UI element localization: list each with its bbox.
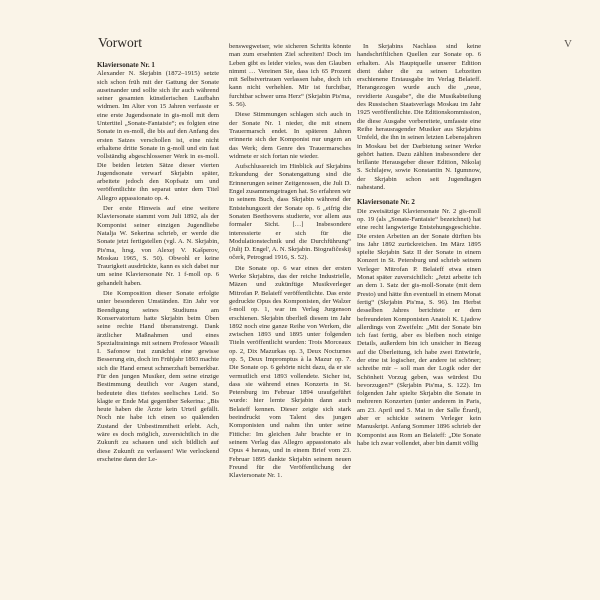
paragraph: Die Komposition dieser Sonate erfolgte unter besonderen Umständen. Ein Jahr vor Beendigung seines Studiums am Konservatorium hatte Skrjabin beim Üben seine rechte Hand überanstrengt. Dank ärztlicher Maßnahmen und eines Spezialtrainings mit seinem Professor Wassili I. Safonow trat zunächst eine gewisse Besserung ein, doch im Frühjahr 1893 machte sich die Hand erneut schmerzhaft bemerkbar. Für den jungen Musiker, dem seine einzige Bestimmung deutlich vor Augen stand, bedeutete dies tiefstes seelisches Leid. So klagte er Ende Mai gegenüber Sekerina: „Bis heute haben die Ärzte kein Urteil gefällt. Noch nie habe ich einen so quälenden Zustand der Unbestimmtheit erlebt. Ach, wäre es doch möglich, zuversichtlich in die Zukunft zu schauen und sich bildlich auf diese Zukunft zu verlassen! Wie verlockend erscheine dann der Le- — [97, 290, 219, 463]
paragraph: Diese Stimmungen schlagen sich auch in der Sonate Nr. 1 nieder, die mit einem Trauermarsch endet. In späteren Jahren erinnerte sich der Komponist nur ungern an das Werk; dem Genre des Trauermarsches widmete er sich fortan nie wieder. — [229, 111, 351, 160]
section-title-sonata-1: Klaviersonate Nr. 1 — [97, 61, 155, 69]
paragraph: benswegweiser, wie sicheren Schritts könnte man zum ersehnten Ziel schreiten! Doch im Leben gibt es leider vieles, was den Glauben nimmt … Vereinen Sie, dass ich 65 Prozent mit Selbstvertrauen verlassen habe, doch ich kann nicht verhehlen. Mir ist furchtbar, furchtbar schwer ums Herz“ (Skrjabin Pis'ma, S. 56). — [229, 43, 351, 109]
text-column-3 — [357, 43, 481, 583]
text-column-1 — [97, 61, 219, 581]
page-number: V — [564, 38, 572, 50]
paragraph: Alexander N. Skrjabin (1872–1915) setzte sich schon früh mit der Gattung der Sonate auseinander und sollte sich ihr auch während seiner gesamten künstlerischen Laufbahn widmen. Im Alter von 15 Jahren verfasste er eine erste Jugendsonate in gis-moll mit dem Untertitel „Sonate-Fantaisie“; es folgten eine Sonate in es-moll, die bis auf den Anfang des ersten Satzes verschollen ist, eine nicht erhaltene dritte Sonate in g-moll und ein fast vollständig abgeschlossener Werk in es-moll. Die beiden letzten Sätze dieser vierten Jugendsonate verwarf Skrjabin später, arbeitete jedoch den Kopfsatz um und veröffentlichte ihn separat unter dem Titel Allegro appassionato op. 4. — [97, 70, 219, 202]
paragraph: Aufschlussreich im Hinblick auf Skrjabins Erkundung der Sonatengattung sind die Erinnerungen seiner Zeitgenossen, die Juli D. Engel zusammengetragen hat. So erfahren wir in seinem Buch, dass Skrjabin während der Entstehungszeit der Sonate op. 6 „eifrig die Sonaten Beethovens studierte, vor allem aus formaler Sicht. […] Insbesondere interessierte er sich für die Modulationstechnik und die Durchführung“ (Julij D. Engel', A. N. Skrjabin. Biografičeskij očerk, Petrograd 1916, S. 52). — [229, 163, 351, 262]
paragraph: Der erste Hinweis auf eine weitere Klaviersonate stammt vom Juli 1892, als der Komponist seiner einzigen Jugendliebe Natalja W. Sekerina schrieb, er werde die Sonate jetzt fertigstellen (vgl. A. N. Skrjabin, Pis'ma, hrsg. von Alexej V. Kašperov, Moskau 1965, S. 50). Obwohl er keine Traurigkeit ausdrückte, kann es sich dabei nur um seine Klaviersonate Nr. 1 f-moll op. 6 gehandelt haben. — [97, 205, 219, 287]
paragraph: In Skrjabins Nachlass sind keine handschriftlichen Quellen zur Sonate op. 6 erhalten. Als Hauptquelle unserer Edition dient daher die zu seinen Lebzeiten erschienene Erstausgabe im Verlag Belaieff. Herangezogen wurde auch die „neue, revidierte Ausgabe“, die die Musikabteilung des Russischen Staatsverlags Moskau im Jahr 1925 veröffentlichte. Die Editionskommission, die diese Ausgabe vorbereitete, umfasste eine Reihe herausragender Musiker aus Skrjabins Umfeld, die ihn in seinen letzten Lebensjahren in Moskau bei der Darbietung seiner Werke gehört hatten. Dazu zählten insbesondere der brillante Herausgeber dieser Edition, Nikolaj S. Schilajew, sowie Konstantin N. Igumnow, der Skrjabin schon seit Jugendtagen nahestand. — [357, 43, 481, 192]
paragraph: Die Sonate op. 6 war eines der ersten Werke Skrjabins, das der reiche Industrielle, Mäzen und zukünftige Musikverleger Mitrofan P. Belaieff veröffentlichte. Das erste gedruckte Opus des Komponisten, der Walzer f-moll op. 1, war im Verlag Jurgenson erschienen. Skrjabin überließ diesem im Jahr 1892 noch eine ganze Reihe von Werken, die zwischen 1893 und 1895 unter folgenden Titeln veröffentlicht wurden: Trois Morceaux op. 2, Dix Mazurkas op. 3, Deux Nocturnes op. 5, Deux Impromptus à la Mazur op. 7. Die Sonate op. 6 gehörte nicht dazu, da er sie vermutlich erst 1893 vollendete. Sicher ist, dass sie während eines Konzerts in St. Petersburg im Februar 1894 uraufgeführt wurde: hier lernte Skrjabin dann auch Belaieff kennen. Dieser zeigte sich stark beeindruckt vom Talent des jungen Komponisten und nahm ihn unter seine Fittiche: Im gleichen Jahr brachte er in seinem Verlag das Allegro appassionato als Opus 4 heraus, und in einem Brief vom 23. Februar 1895 dankte Skrjabin seinem neuen Freund für die Veröffentlichung der Klaviersonate Nr. 1. — [229, 264, 351, 480]
section-title-sonata-2: Klaviersonate Nr. 2 — [357, 198, 415, 207]
text-column-2 — [229, 43, 351, 583]
page-title: Vorwort — [98, 35, 143, 50]
paragraph: Die zweisätzige Klaviersonate Nr. 2 gis-moll op. 19 (als „Sonate-Fantaisie“ bezeichnet) hat eine recht langwierige Entstehungsgeschichte. Die ersten Arbeiten an der Sonate dürften bis ins Jahr 1892 zurückreichen. Im März 1895 spielte Skrjabin Satz II der Sonate in einem Konzert in St. Petersburg und schrieb seinem Verleger Mitrofan P. Belaieff etwa einen Monat später zuversichtlich: „Jetzt arbeite ich an dem 1. Satz der gis-moll-Sonate (mit dem Presto) und hätte ihn eventuell in einem Monat fertig“ (Skrjabin Pis'ma, S. 96). Im Herbst desselben Jahres berichtete er dem befreundeten Komponisten Anatoli K. Ljadow allerdings von Zweifeln: „Mit der Sonate bin ich fast fertig, aber es bleiben noch einige Details, außerdem bin ich unsicher in Bezug auf die Überleitung, ich habe zwei Entwürfe, der eine ist logischer, der andere ist schöner; schreibe mir – soll man der Logik oder der Schönheit Vorzug geben, was würdest Du bevorzugen?“ (Skrjabin Pis'ma, S. 122). Im folgenden Jahr spielte Skrjabin die Sonate in mehreren Konzerten (unter anderem in Paris, am 23. April und 5. Mai in der Salle Érard), aber er schickte seinem Verleger kein Manuskript. Anfang Sommer 1896 schrieb der Komponist aus Rom an Belaieff: „Die Sonate habe ich zwar vollendet, aber bin damit völlig — [357, 207, 481, 447]
